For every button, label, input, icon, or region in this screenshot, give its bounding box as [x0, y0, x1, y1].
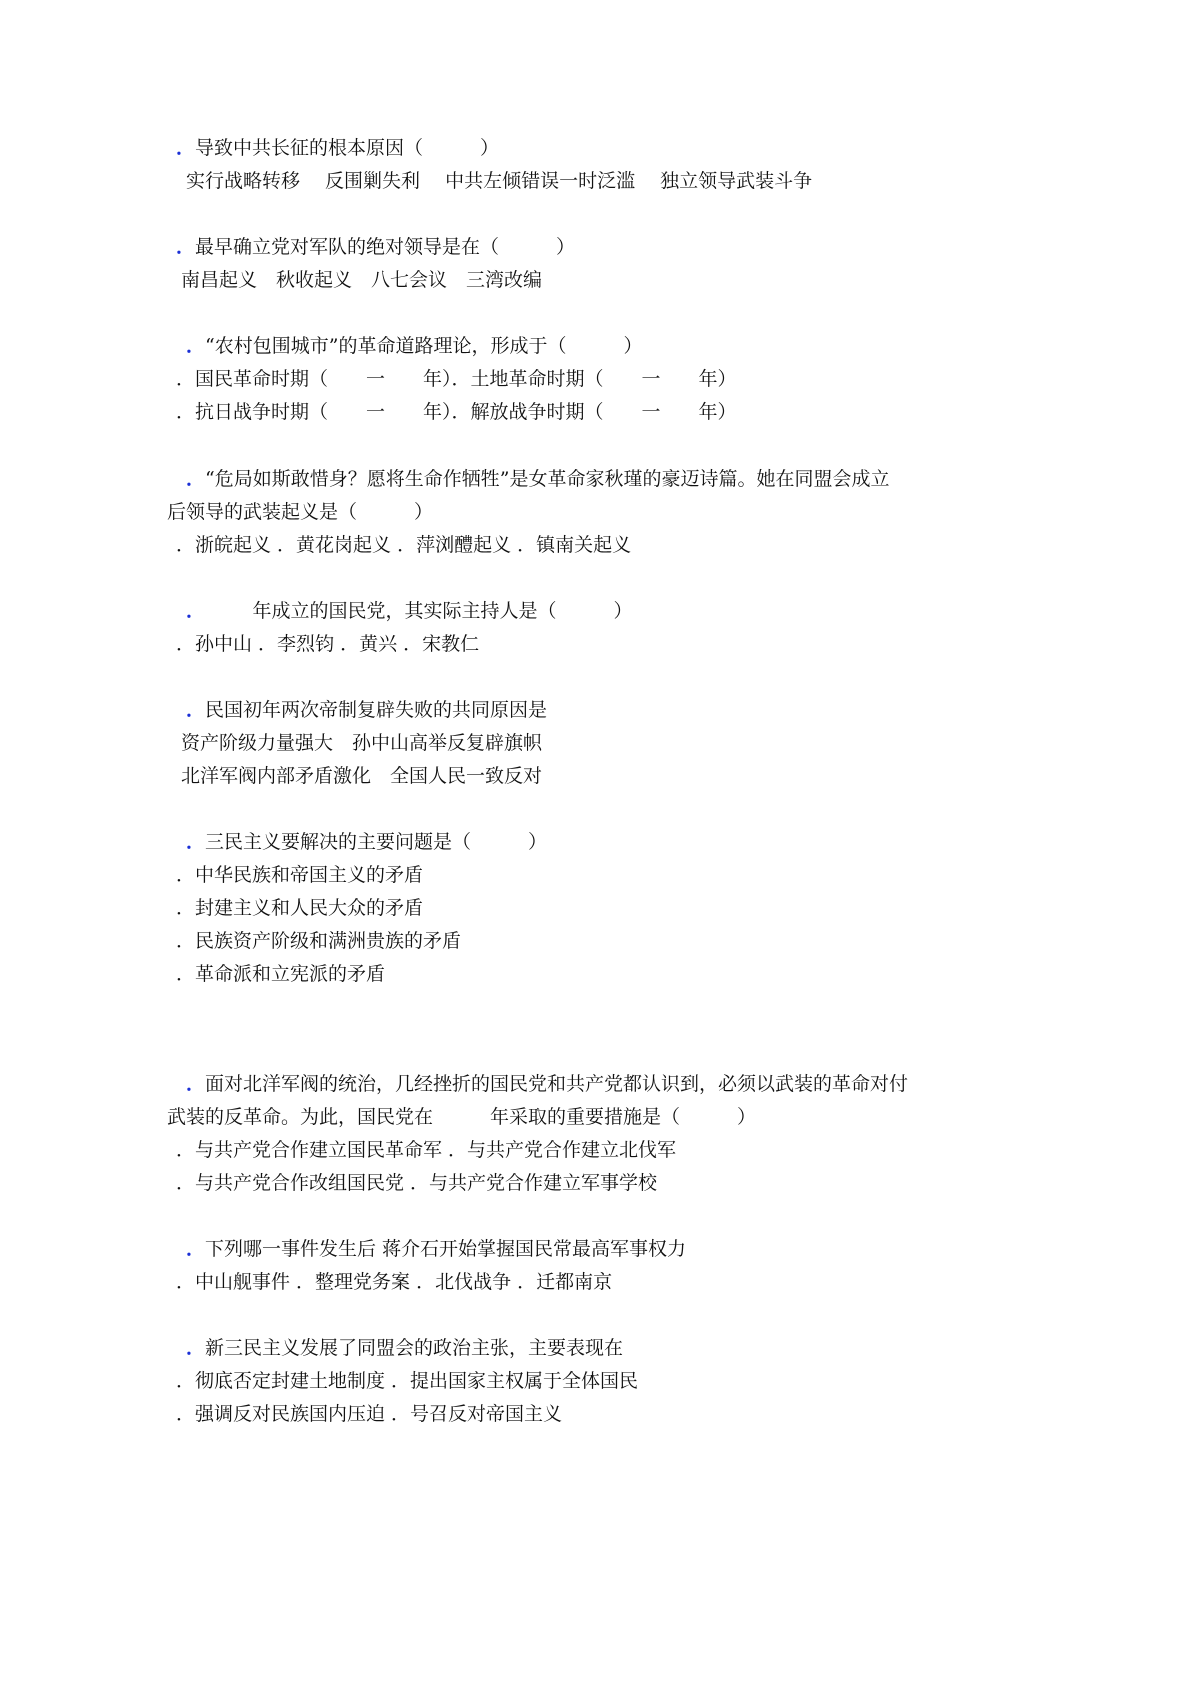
question-8-stem-line-2: 武装的反革命。为此，国民党在 年采取的重要措施是（ ）	[167, 1106, 757, 1128]
question-8-stem-line-1: ．面对北洋军阀的统治，几经挫折的国民党和共产党都认识到，必须以武装的革命对付	[186, 1073, 909, 1095]
question-marker: ．	[176, 236, 196, 258]
question-1-options: 实行战略转移 反围剿失利 中共左倾错误一时泛滥 独立领导武装斗争	[186, 170, 813, 192]
question-5-stem: ． 年成立的国民党，其实际主持人是（ ）	[186, 600, 633, 622]
question-7-stem: ．三民主义要解决的主要问题是（ ）	[186, 831, 548, 853]
question-4-stem-line-1: ．“危局如斯敢惜身？愿将生命作牺牲”是女革命家秋瑾的豪迈诗篇。她在同盟会成立	[186, 468, 890, 490]
question-9-stem: ．下列哪一事件发生后 蒋介石开始掌握国民常最高军事权力	[186, 1238, 687, 1260]
question-marker: ．	[186, 831, 206, 853]
question-8-options-row-2: ．与共产党合作改组国民党 ．与共产党合作建立军事学校	[176, 1172, 658, 1194]
question-marker: ．	[186, 1073, 206, 1095]
question-4-stem-line-2: 后领导的武装起义是（ ）	[167, 501, 434, 523]
question-9-options: ．中山舰事件 ．整理党务案 ．北伐战争 ．迁都南京	[176, 1271, 613, 1293]
question-5-options: ．孙中山 ．李烈钧 ．黄兴 ．宋教仁	[176, 633, 480, 655]
question-2-options: 南昌起义 秋收起义 八七会议 三湾改编	[181, 269, 543, 291]
question-6-options-row-1: 资产阶级力量强大 孙中山高举反复辟旗帜	[181, 732, 543, 754]
question-1-stem: ．导致中共长征的根本原因（ ）	[176, 137, 500, 159]
question-3-options-row-1: ．国民革命时期（ 一 年）．土地革命时期（ 一 年）	[176, 368, 737, 390]
question-10-stem: ．新三民主义发展了同盟会的政治主张，主要表现在	[186, 1337, 624, 1359]
question-7-option-d: ．革命派和立宪派的矛盾	[176, 963, 386, 985]
question-8-options-row-1: ．与共产党合作建立国民革命军 ．与共产党合作建立北伐军	[176, 1139, 677, 1161]
question-7-option-c: ．民族资产阶级和满洲贵族的矛盾	[176, 930, 462, 952]
question-marker: ．	[186, 699, 206, 721]
question-7-option-a: ．中华民族和帝国主义的矛盾	[176, 864, 424, 886]
question-3-options-row-2: ．抗日战争时期（ 一 年）．解放战争时期（ 一 年）	[176, 401, 737, 423]
question-4-options: ．浙皖起义 ．黄花岗起义 ．萍浏醴起义 ．镇南关起义	[176, 534, 632, 556]
question-marker: ．	[176, 137, 196, 159]
question-10-options-row-1: ．彻底否定封建土地制度 ．提出国家主权属于全体国民	[176, 1370, 639, 1392]
question-marker: ．	[186, 468, 206, 490]
question-6-options-row-2: 北洋军阀内部矛盾激化 全国人民一致反对	[181, 765, 543, 787]
question-2-stem: ．最早确立党对军队的绝对领导是在（ ）	[176, 236, 576, 258]
question-marker: ．	[186, 600, 196, 622]
question-marker: ．	[186, 1337, 206, 1359]
question-6-stem: ．民国初年两次帝制复辟失败的共同原因是	[186, 699, 548, 721]
question-marker: ．	[186, 335, 206, 357]
question-7-option-b: ．封建主义和人民大众的矛盾	[176, 897, 424, 919]
question-3-stem: ．“农村包围城市”的革命道路理论，形成于（ ）	[186, 335, 643, 357]
question-10-options-row-2: ．强调反对民族国内压迫 ．号召反对帝国主义	[176, 1403, 563, 1425]
question-marker: ．	[186, 1238, 206, 1260]
